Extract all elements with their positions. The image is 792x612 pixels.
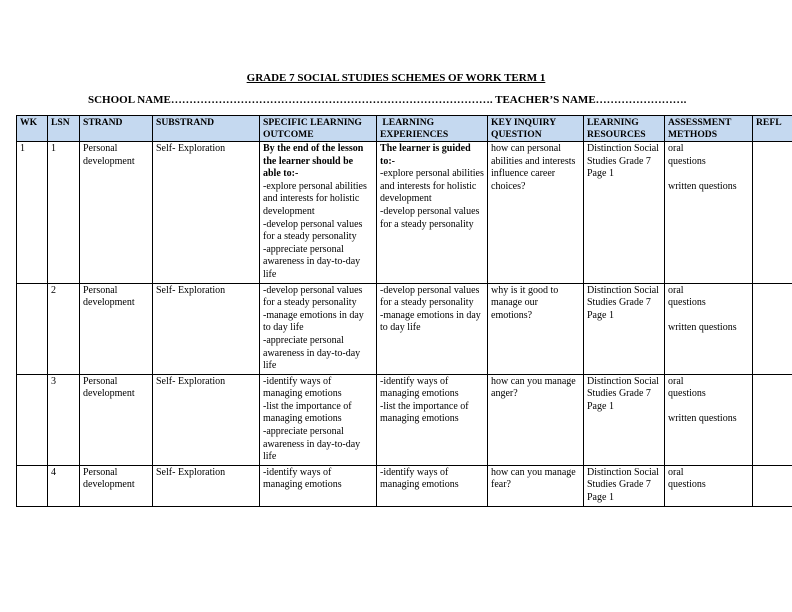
cell-experiences bbox=[377, 283, 488, 374]
cell-substrand: Self- Exploration bbox=[153, 142, 260, 284]
school-teacher-line: SCHOOL NAME……………………………………………………………………………. TEACHER’S NAME……………………. bbox=[88, 94, 687, 106]
cell-strand: Personal development bbox=[80, 465, 153, 506]
cell-experiences bbox=[377, 465, 488, 506]
header-wk: WK bbox=[17, 116, 48, 142]
experiences-text: -identify ways of managing emotions -list the importance of managing emotions bbox=[380, 375, 469, 425]
cell-experiences bbox=[377, 374, 488, 465]
header-outcome: SPECIFIC LEARNING OUTCOME bbox=[260, 116, 377, 142]
cell-refl bbox=[753, 465, 792, 506]
cell-experiences bbox=[377, 142, 488, 284]
cell-refl bbox=[753, 283, 792, 374]
cell-assessment: oral questions bbox=[665, 465, 753, 506]
cell-resources: Distinction Social Studies Grade 7 Page 1 bbox=[584, 142, 665, 284]
cell-resources: Distinction Social Studies Grade 7 Page 1 bbox=[584, 374, 665, 465]
table-row bbox=[17, 283, 792, 374]
header-lsn: LSN bbox=[48, 116, 80, 142]
header-assessment: ASSESSMENT METHODS bbox=[665, 116, 753, 142]
experiences-intro: The learner is guided to:- bbox=[380, 143, 471, 167]
cell-lsn: 4 bbox=[48, 465, 80, 506]
cell-strand: Personal development bbox=[80, 374, 153, 465]
cell-outcome bbox=[260, 142, 377, 284]
header-experiences: LEARNING EXPERIENCES bbox=[377, 116, 488, 142]
cell-question: how can personal abilities and interests influence career choices? bbox=[488, 142, 584, 284]
header-question: KEY INQUIRY QUESTION bbox=[488, 116, 584, 142]
cell-outcome bbox=[260, 465, 377, 506]
outcome-text: -identify ways of managing emotions bbox=[263, 466, 342, 491]
table-row bbox=[17, 465, 792, 506]
cell-wk bbox=[17, 374, 48, 465]
cell-outcome bbox=[260, 283, 377, 374]
cell-assessment: oral questions written questions bbox=[665, 283, 753, 374]
experiences-text: -explore personal abilities and interests for holistic development -develop personal values for a steady personality bbox=[380, 168, 484, 230]
cell-question: how can you manage anger? bbox=[488, 374, 584, 465]
table-row bbox=[17, 142, 792, 284]
cell-strand: Personal development bbox=[80, 283, 153, 374]
header-strand: STRAND bbox=[80, 116, 153, 142]
experiences-text: -develop personal values for a steady personality -manage emotions in day to day life bbox=[380, 284, 481, 334]
outcome-text: -explore personal abilities and interests for holistic development -develop personal values for a steady personality -appreciate personal awareness in day-to-day life bbox=[263, 180, 367, 280]
cell-assessment: oral questions written questions bbox=[665, 374, 753, 465]
cell-refl bbox=[753, 142, 792, 284]
outcome-text: -develop personal values for a steady personality -manage emotions in day to day life -appreciate personal awareness in day-to-day life bbox=[263, 284, 364, 372]
experiences-text: -identify ways of managing emotions bbox=[380, 466, 459, 491]
table-row bbox=[17, 374, 792, 465]
header-row bbox=[17, 116, 792, 142]
outcome-text: -identify ways of managing emotions -list the importance of managing emotions -appreciate personal awareness in day-to-day life bbox=[263, 375, 361, 463]
cell-lsn: 1 bbox=[48, 142, 80, 284]
cell-substrand: Self- Exploration bbox=[153, 465, 260, 506]
cell-strand: Personal development bbox=[80, 142, 153, 284]
cell-lsn: 2 bbox=[48, 283, 80, 374]
cell-question: why is it good to manage our emotions? bbox=[488, 283, 584, 374]
cell-wk bbox=[17, 465, 48, 506]
cell-lsn: 3 bbox=[48, 374, 80, 465]
cell-question: how can you manage fear? bbox=[488, 465, 584, 506]
cell-resources: Distinction Social Studies Grade 7 Page 1 bbox=[584, 283, 665, 374]
cell-substrand: Self- Exploration bbox=[153, 374, 260, 465]
cell-substrand: Self- Exploration bbox=[153, 283, 260, 374]
cell-resources: Distinction Social Studies Grade 7 Page 1 bbox=[584, 465, 665, 506]
scheme-table bbox=[16, 115, 792, 507]
header-resources: LEARNING RESOURCES bbox=[584, 116, 665, 142]
outcome-intro: By the end of the lesson the learner should be able to:- bbox=[263, 143, 364, 180]
cell-assessment: oral questions written questions bbox=[665, 142, 753, 284]
cell-wk bbox=[17, 283, 48, 374]
cell-wk: 1 bbox=[17, 142, 48, 284]
cell-outcome bbox=[260, 374, 377, 465]
header-refl: REFL bbox=[753, 116, 792, 142]
document-title: GRADE 7 SOCIAL STUDIES SCHEMES OF WORK TERM 1 bbox=[246, 72, 546, 84]
cell-refl bbox=[753, 374, 792, 465]
header-substrand: SUBSTRAND bbox=[153, 116, 260, 142]
